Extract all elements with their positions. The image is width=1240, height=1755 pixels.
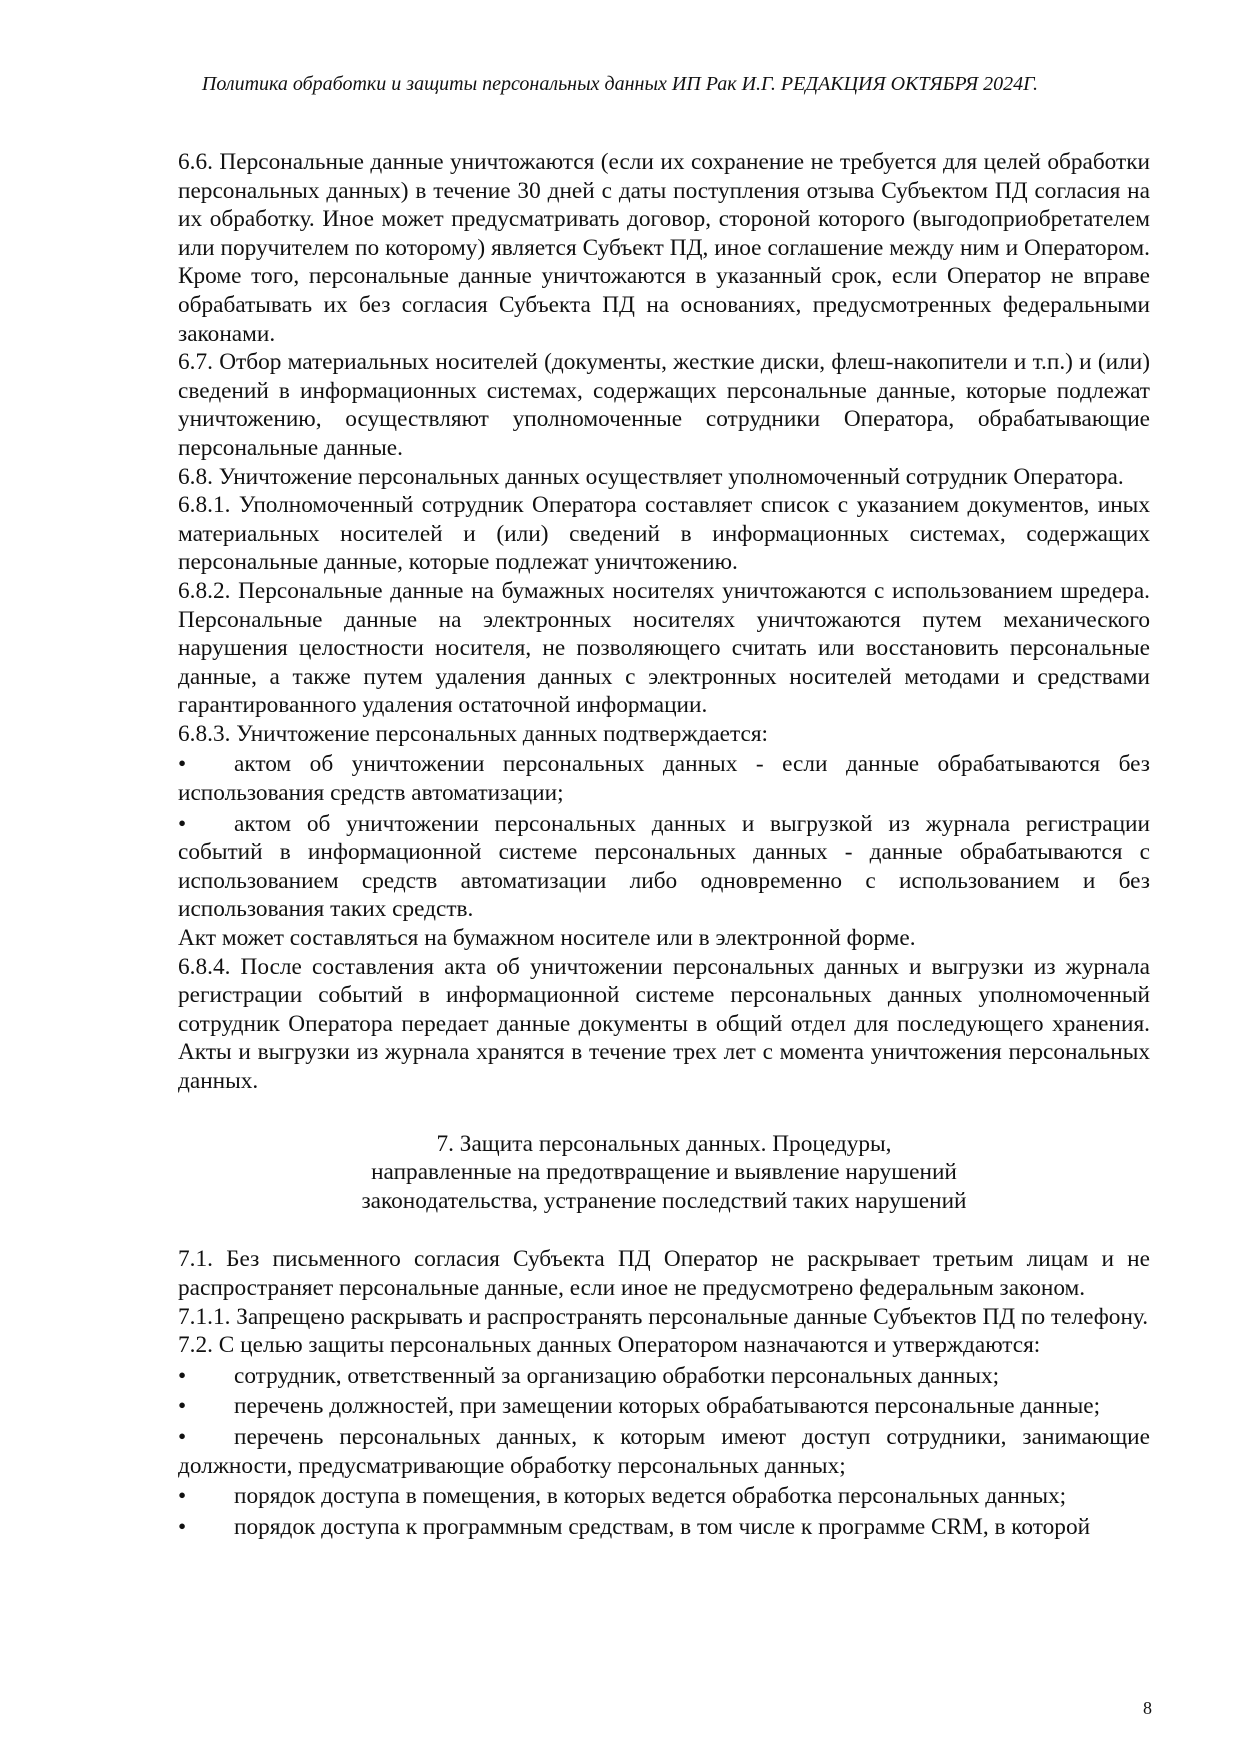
section-heading-line-3: законодательства, устранение последствий таких нарушений	[361, 1187, 967, 1214]
paragraph: 6.8.3. Уничтожение персональных данных подтверждается:	[178, 720, 769, 747]
document-body	[178, 148, 1150, 1541]
section-7-heading	[178, 1130, 1150, 1216]
paragraph: 6.8. Уничтожение персональных данных осуществляет уполномоченный сотрудник Оператора.	[178, 463, 1124, 490]
paragraph: 7.1.1. Запрещено раскрывать и распространять персональные данные Субъектов ПД по телефону.	[178, 1303, 1149, 1330]
list-item-text: порядок доступа в помещения, в которых ведется обработка персональных данных;	[234, 1483, 1067, 1510]
list-item	[178, 1421, 1150, 1480]
list-item	[178, 748, 1150, 807]
paragraph: 6.8.2. Персональные данные на бумажных носителях уничтожаются с использованием шредера. Персональные данные на электронных носителях уничтожаются путем механического нарушения целостности носителя, не позволяющего считать или восстановить персональные данные, а также путем удаления данных с электронных носителей методами и средствами гарантированного удаления остаточной информации.	[178, 577, 1150, 719]
list-item-text: сотрудник, ответственный за организацию обработки персональных данных;	[234, 1362, 1000, 1389]
list-item-text: перечень персональных данных, к которым имеют доступ сотрудники, занимающие должности, предусматривающие обработку персональных данных;	[178, 1423, 1150, 1479]
list-item-text: перечень должностей, при замещении которых обрабатываются персональные данные;	[234, 1393, 1101, 1420]
paragraph: 6.8.4. После составления акта об уничтожении персональных данных и выгрузки из журнала регистрации событий в информационной системе персональных данных уполномоченный сотрудник Оператора передает данные документы в общий отдел для последующего хранения. Акты и выгрузки из журнала хранятся в течение трех лет с момента уничтожения персональных данных.	[178, 953, 1150, 1094]
bullet-icon: •	[178, 1483, 187, 1510]
paragraph: Акт может составляться на бумажном носителе или в электронной форме.	[178, 925, 916, 952]
bullet-icon: •	[178, 1423, 187, 1450]
section-heading-line-1: 7. Защита персональных данных. Процедуры,	[436, 1130, 892, 1157]
paragraph: 6.8.1. Уполномоченный сотрудник Оператора составляет список с указанием документов, иных материальных носителей и (или) сведений в информационных системах, содержащих персональные данные, которые подлежат уничтожению.	[178, 492, 1150, 576]
bullet-icon: •	[178, 1513, 187, 1540]
paragraph: 6.7. Отбор материальных носителей (документы, жесткие диски, флеш-накопители и т.п.) и (или) сведений в информационных системах, содержащих персональные данные, которые подлежат уничтожению, осуществляют уполномоченные сотрудники Оператора, обрабатывающие персональные данные.	[178, 349, 1150, 461]
bullet-icon: •	[178, 1362, 187, 1389]
list-item-text: актом об уничтожении персональных данных - если данные обрабатываются без использования средств автоматизации;	[178, 751, 1150, 807]
list-item	[178, 1480, 1150, 1511]
section-6-text	[178, 148, 1150, 1096]
paragraph: 7.1. Без письменного согласия Субъекта ПД Оператор не раскрывает третьим лицам и не распространяет персональные данные, если иное не предусмотрено федеральным законом.	[178, 1246, 1150, 1301]
list-item-text: актом об уничтожении персональных данных и выгрузкой из журнала регистрации событий в информационной системе персональных данных - данные обрабатываются с использованием средств автоматизации либо одновременно с использованием и без использования таких средств.	[178, 810, 1150, 923]
section-heading-line-2: направленные на предотвращение и выявление нарушений	[371, 1159, 957, 1186]
bullet-icon: •	[178, 810, 187, 837]
list-item	[178, 1511, 1150, 1542]
list-item	[178, 1390, 1150, 1421]
paragraph: 7.2. С целью защиты персональных данных Оператором назначаются и утверждаются:	[178, 1332, 1041, 1359]
list-item	[178, 808, 1150, 924]
section-7-text	[178, 1245, 1150, 1541]
bullet-icon: •	[178, 751, 187, 778]
bullet-icon: •	[178, 1393, 187, 1420]
list-item	[178, 1360, 1150, 1391]
list-item-text: порядок доступа к программным средствам, в том числе к программе CRM, в которой	[234, 1513, 1091, 1540]
page-header: Политика обработки и защиты персональных данных ИП Рак И.Г. РЕДАКЦИЯ ОКТЯБРЯ 2024Г.	[201, 73, 1039, 95]
paragraph: 6.6. Персональные данные уничтожаются (если их сохранение не требуется для целей обработки персональных данных) в течение 30 дней с даты поступления отзыва Субъектом ПД согласия на их обработку. Иное может предусматривать договор, стороной которого (выгодоприобретателем или поручителем по которому) является Субъект ПД, иное соглашение между ним и Оператором. Кроме того, персональные данные уничтожаются в указанный срок, если Оператор не вправе обрабатывать их без согласия Субъекта ПД на основаниях, предусмотренных федеральными законами.	[178, 149, 1150, 347]
page-number: 8	[1143, 1698, 1152, 1718]
